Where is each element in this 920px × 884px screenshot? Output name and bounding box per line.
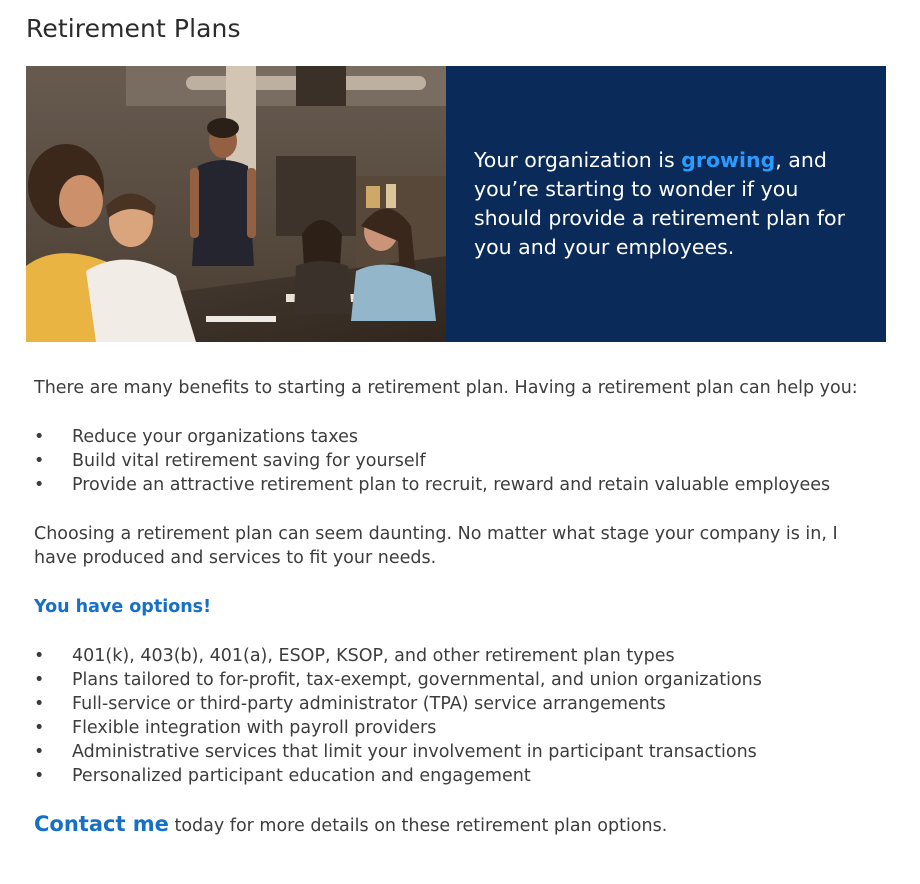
meeting-photo-illustration (26, 66, 446, 342)
list-item (34, 449, 884, 473)
contact-line (34, 812, 884, 838)
list-item-text: Reduce your organizations taxes (72, 427, 358, 447)
list-item-text: 401(k), 403(b), 401(a), ESOP, KSOP, and other retirement plan types (72, 646, 675, 666)
list-item (34, 740, 884, 764)
list-item-text: Full-service or third-party administrator (TPA) service arrangements (72, 694, 666, 714)
list-item (34, 668, 884, 692)
bullet-icon: • (34, 766, 45, 786)
list-item-text: Administrative services that limit your involvement in participant transactions (72, 742, 757, 762)
bullet-icon: • (34, 694, 45, 714)
hero-text-before: Your organization is (474, 148, 682, 172)
hero-message-panel (446, 66, 886, 342)
list-item (34, 764, 884, 788)
list-item-text: Provide an attractive retirement plan to recruit, reward and retain valuable employees (72, 475, 831, 495)
main-content (34, 376, 884, 838)
list-item (34, 425, 884, 449)
hero-photo (26, 66, 446, 342)
list-item-text: Flexible integration with payroll providers (72, 718, 437, 738)
list-item-text: Build vital retirement saving for yourself (72, 451, 426, 471)
benefits-list (34, 425, 884, 497)
bullet-icon: • (34, 427, 45, 447)
list-item (34, 644, 884, 668)
hero-text-after: , and you’re starting to wonder if you should provide a retirement plan for you and your employees. (474, 148, 846, 259)
bullet-icon: • (34, 742, 45, 762)
contact-rest-text: today for more details on these retirement plan options. (168, 816, 668, 836)
intro-paragraph: There are many benefits to starting a retirement plan. Having a retirement plan can help you: (34, 378, 858, 398)
bullet-icon: • (34, 646, 45, 666)
list-item (34, 692, 884, 716)
hero-highlight-word: growing (681, 148, 776, 172)
hero-banner (26, 66, 886, 342)
hero-message (474, 146, 856, 262)
list-item (34, 716, 884, 740)
list-item (34, 473, 884, 497)
contact-me-link[interactable]: Contact me (34, 812, 169, 836)
options-heading: You have options! (34, 597, 212, 617)
page-title: Retirement Plans (26, 14, 241, 43)
choosing-paragraph: Choosing a retirement plan can seem daunting. No matter what stage your company is in, I have produced and services to fit your needs. (34, 524, 838, 568)
list-item-text: Plans tailored to for-profit, tax-exempt, governmental, and union organizations (72, 670, 762, 690)
bullet-icon: • (34, 718, 45, 738)
bullet-icon: • (34, 670, 45, 690)
list-item-text: Personalized participant education and engagement (72, 766, 531, 786)
bullet-icon: • (34, 451, 45, 471)
options-list (34, 644, 884, 788)
bullet-icon: • (34, 475, 45, 495)
